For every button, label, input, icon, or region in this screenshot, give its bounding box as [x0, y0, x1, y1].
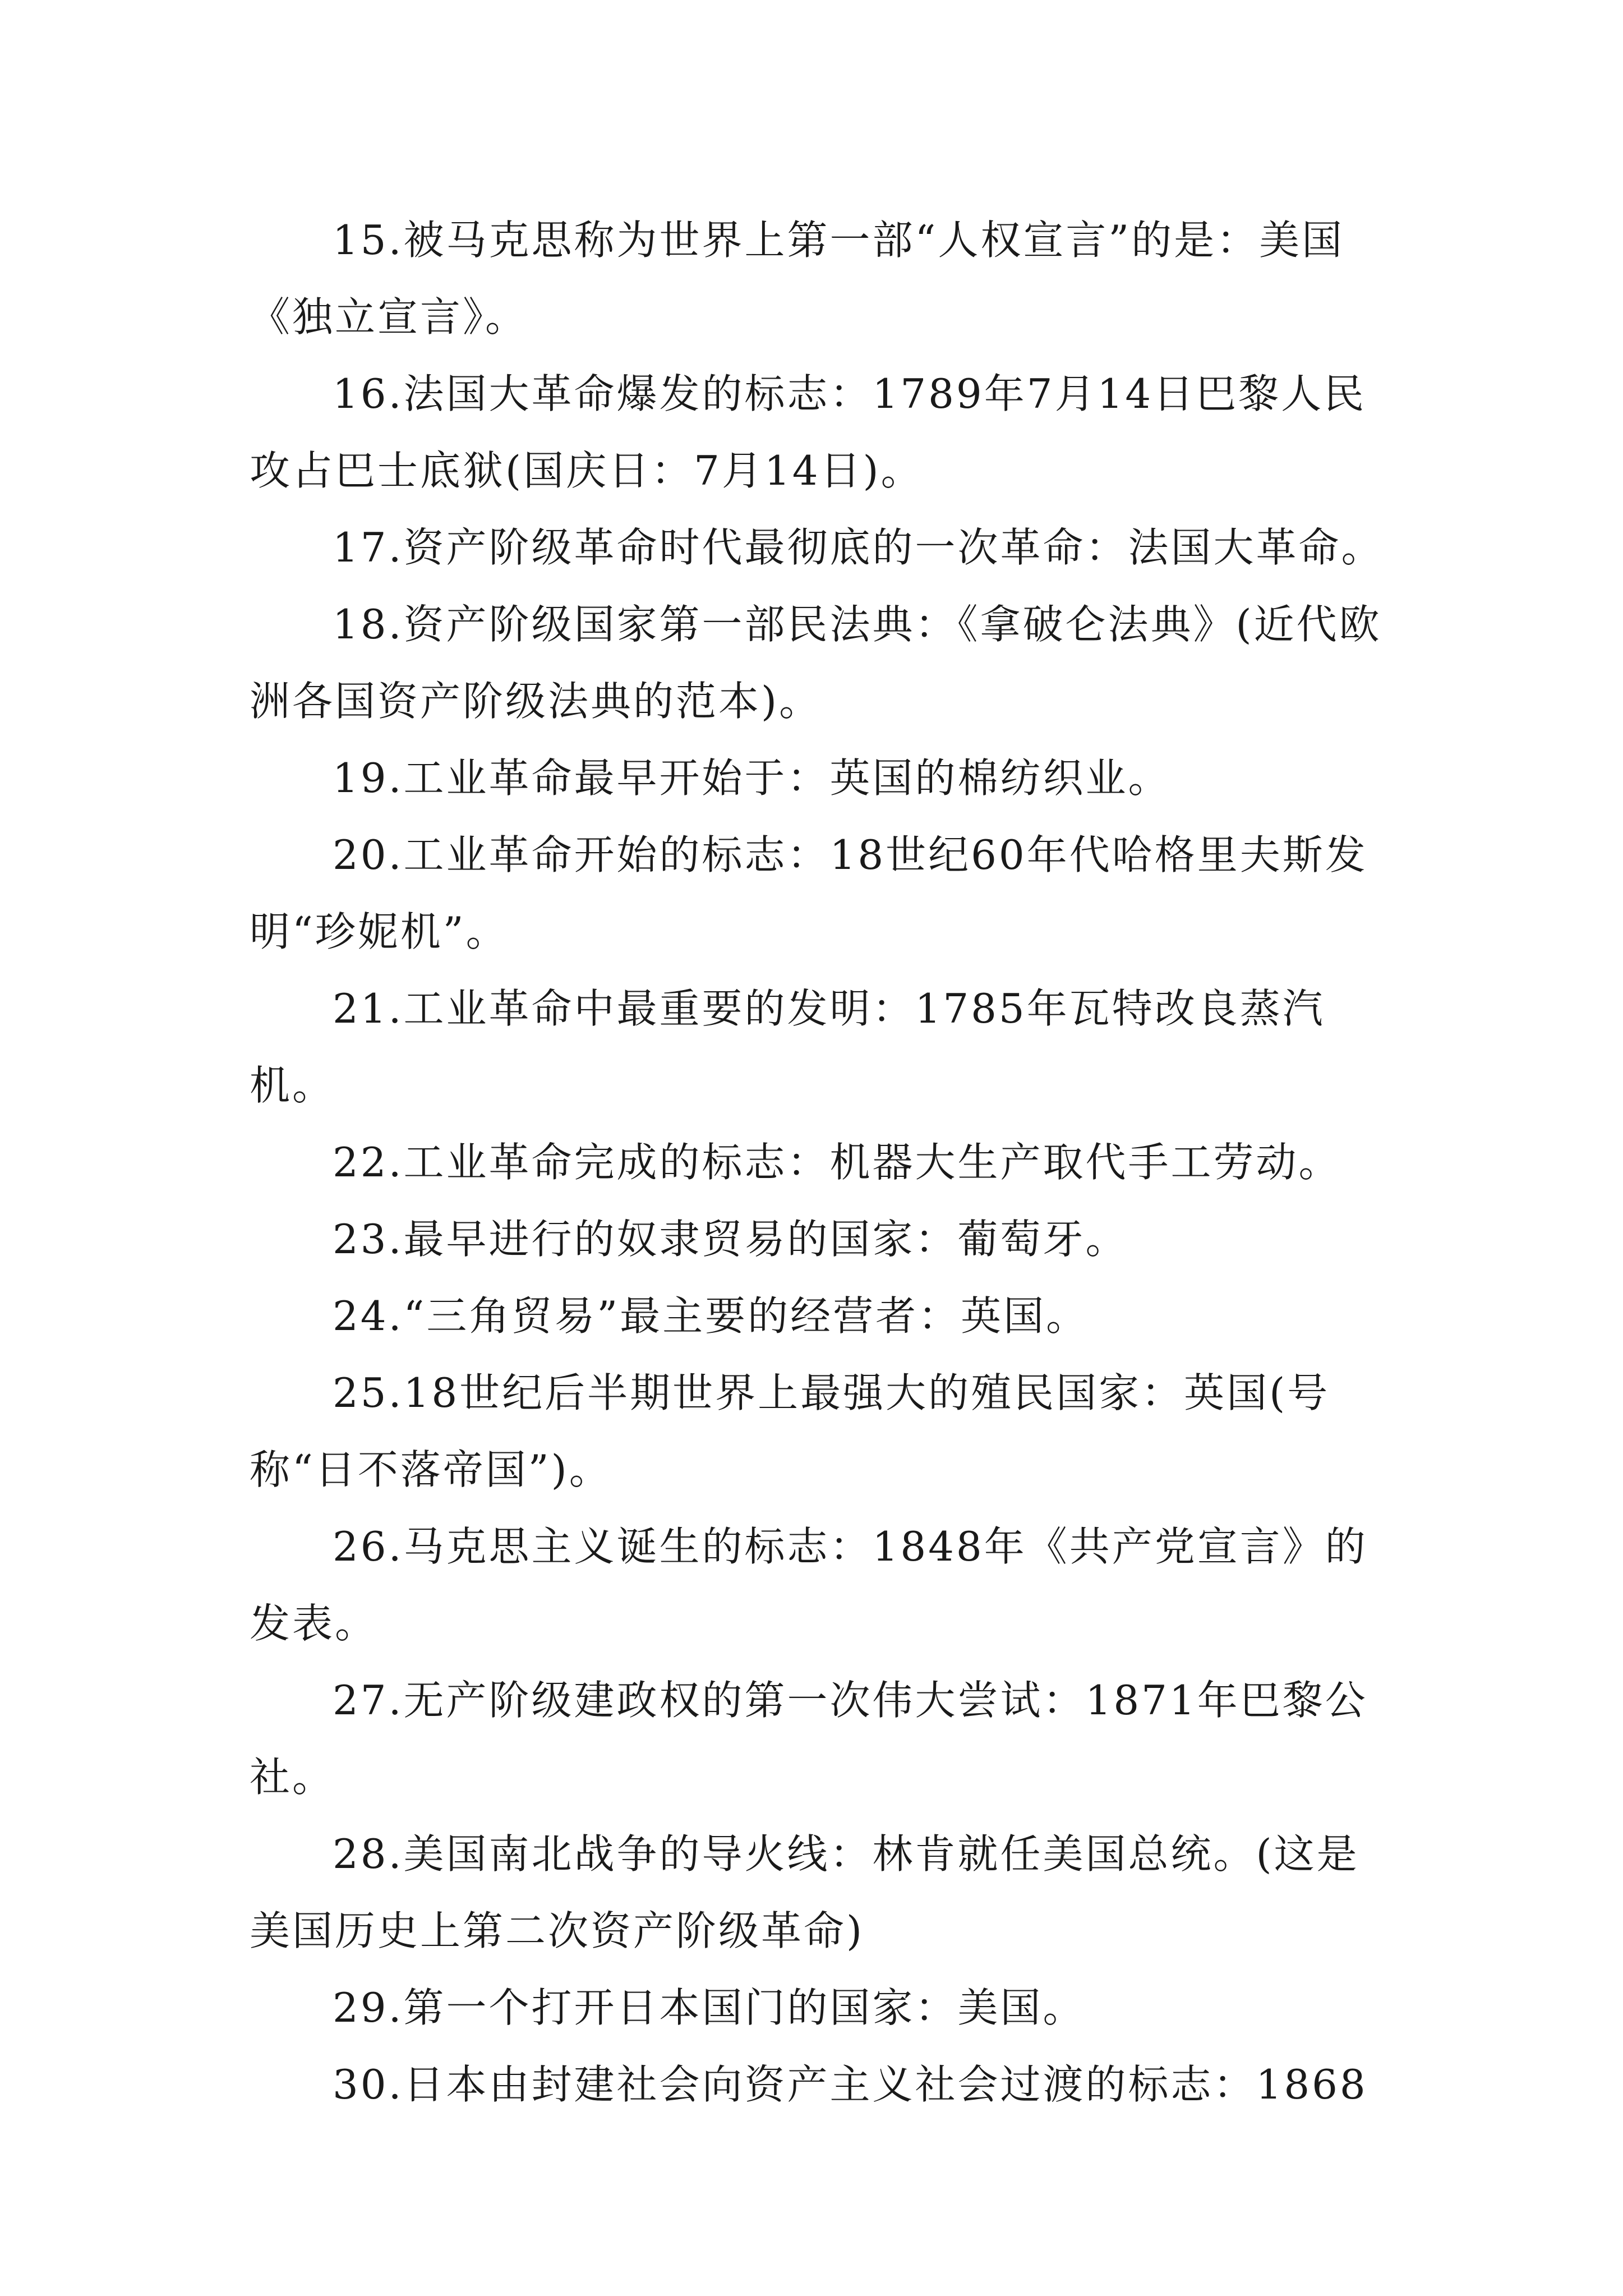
paragraph-15: 15.被马克思称为世界上第一部“人权宣言”的是：美国《独立宣言》。 — [250, 217, 1345, 341]
paragraph-30: 30.日本由封建社会向资产主义社会过渡的标志：1868 — [333, 2061, 1368, 2108]
paragraph-28: 28.美国南北战争的导火线：林肯就任美国总统。(这是美国历史上第二次资产阶级革命) — [250, 1830, 1359, 1954]
paragraph-24: 24.“三角贸易”最主要的经营者：英国。 — [333, 1292, 1089, 1340]
paragraph-18: 18.资产阶级国家第一部民法典：《拿破仑法典》(近代欧洲各国资产阶级法典的范本)。 — [250, 601, 1382, 725]
paragraph-19: 19.工业革命最早开始于：英国的棉纺织业。 — [333, 754, 1171, 802]
paragraph-25: 25.18世纪后半期世界上最强大的殖民国家：英国(号称“日不落帝国”)。 — [250, 1369, 1330, 1493]
paragraph-26: 26.马克思主义诞生的标志：1848年《共产党宣言》的发表。 — [250, 1523, 1368, 1647]
paragraph-22: 22.工业革命完成的标志：机器大生产取代手工劳动。 — [333, 1139, 1341, 1186]
paragraph-29: 29.第一个打开日本国门的国家：美国。 — [333, 1984, 1086, 2031]
paragraph-27: 27.无产阶级建政权的第一次伟大尝试：1871年巴黎公社。 — [250, 1677, 1368, 1801]
paragraph-17: 17.资产阶级革命时代最彻底的一次革命：法国大革命。 — [333, 524, 1384, 571]
paragraph-23: 23.最早进行的奴隶贸易的国家：葡萄牙。 — [333, 1216, 1128, 1263]
document-body — [250, 202, 1394, 2123]
paragraph-21: 21.工业革命中最重要的发明：1785年瓦特改良蒸汽机。 — [250, 985, 1325, 1109]
paragraph-16: 16.法国大革命爆发的标志：1789年7月14日巴黎人民攻占巴士底狱(国庆日：7月14日)。 — [250, 370, 1367, 494]
paragraph-20: 20.工业革命开始的标志：18世纪60年代哈格里夫斯发明“珍妮机”。 — [250, 831, 1368, 955]
